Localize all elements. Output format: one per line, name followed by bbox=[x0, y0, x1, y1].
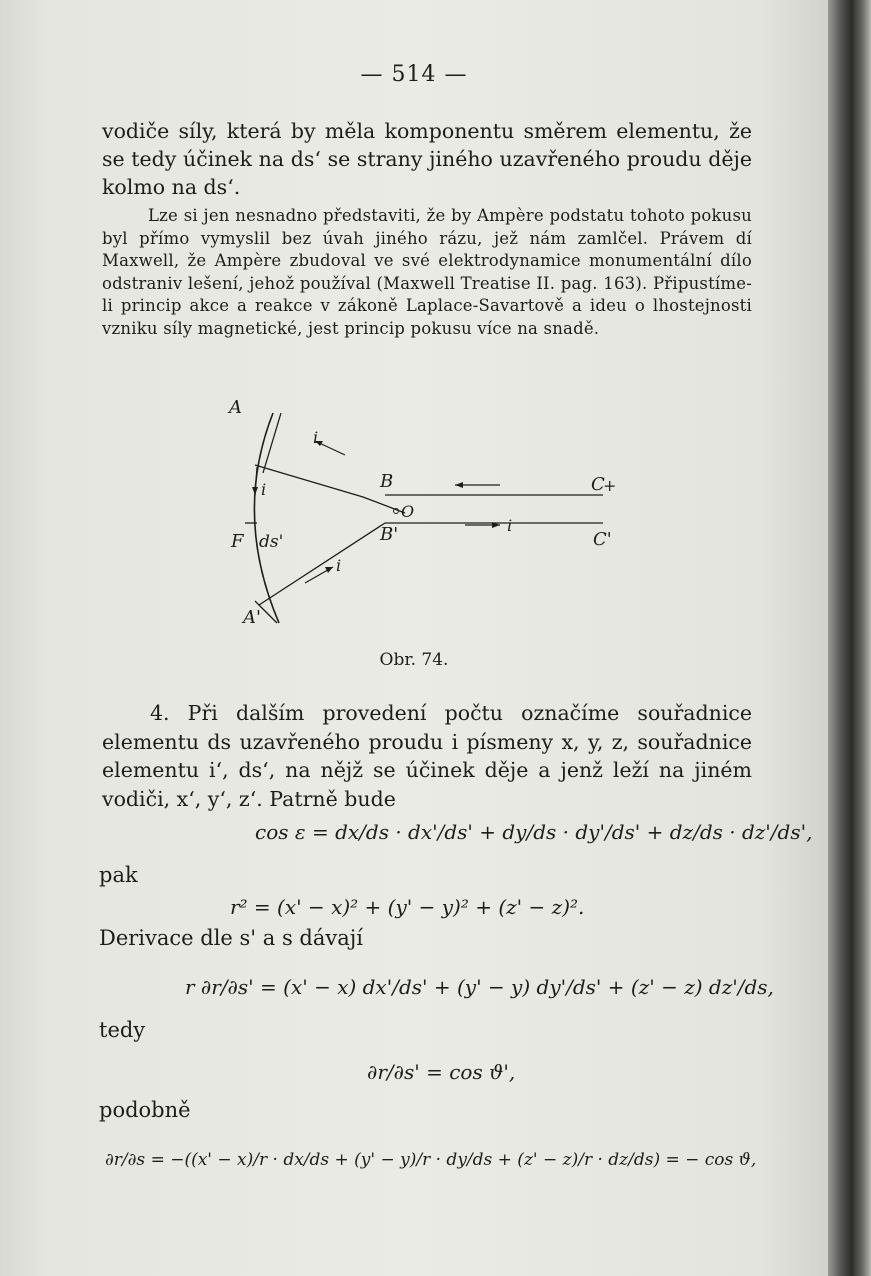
paragraph-1: vodiče síly, která by měla komponentu směrem elementu, že se tedy účinek na ds‘ se strany jiného uzavřeného proudu děje kolmo na ds‘. bbox=[102, 119, 752, 199]
label-i-right: i bbox=[507, 516, 513, 535]
equation-dr-ds-prime: ∂r/∂s' = cos ϑ', bbox=[367, 1060, 516, 1084]
label-C-prime: C' bbox=[593, 529, 612, 550]
paragraph-2: Lze si jen nesnadno představiti, že by Ampère podstatu tohoto pokusu byl přímo vymyslil bez úvah jiného rázu, jež nám zamlčel. Právem dí Maxwell, že Ampère zbudoval ve své elektrodynamice monumentální dílo odstraniv lešení, jehož používal (Maxwell Treatise II. pag. 163). Připustíme-li princip akce a reakce v zákoně Laplace-Savartově a ideu o lhostejnosti vzniku síly magnetické, jest princip pokusu více na snadě. bbox=[102, 206, 752, 338]
label-i-arc: i bbox=[261, 480, 267, 499]
equation-dr-ds: ∂r/∂s = −((x' − x)/r · dx/ds + (y' − y)/r · dy/ds + (z' − z)/r · dz/ds) = − cos ϑ, bbox=[105, 1150, 757, 1170]
label-i-upper: i bbox=[313, 428, 319, 447]
equation-r-squared: r² = (x' − x)² + (y' − y)² + (z' − z)². bbox=[230, 895, 585, 919]
figure-74 bbox=[215, 395, 635, 635]
equation-cos-epsilon: cos ε = dx/ds · dx'/ds' + dy/ds · dy'/ds' + dz/ds · dz'/ds', bbox=[255, 820, 813, 844]
arrow-left-upper bbox=[315, 441, 345, 455]
word-derivace: Derivace dle s' a s dávají bbox=[99, 926, 363, 950]
line-A bbox=[263, 413, 281, 473]
word-tedy: tedy bbox=[99, 1018, 146, 1042]
label-i-lower: i bbox=[336, 556, 342, 575]
arrow-lower bbox=[305, 567, 333, 583]
label-F: F bbox=[231, 531, 244, 552]
word-pak: pak bbox=[99, 863, 138, 887]
current-arc bbox=[254, 413, 279, 623]
label-ds-prime: ds' bbox=[259, 532, 284, 552]
label-A: A bbox=[229, 397, 242, 418]
label-O: O bbox=[401, 502, 415, 521]
arrow-down-arc bbox=[252, 467, 258, 495]
label-B-prime: B' bbox=[380, 524, 399, 545]
label-plus: + bbox=[603, 476, 617, 495]
figure-caption: Obr. 74. bbox=[379, 650, 449, 670]
equation-r-dr-ds-prime: r ∂r/∂s' = (x' − x) dx'/ds' + (y' − y) dy'/ds' + (z' − z) dz'/ds, bbox=[185, 975, 774, 999]
page-number: — 514 — bbox=[360, 62, 468, 87]
label-C: C bbox=[591, 474, 605, 495]
arrow-left-conductor bbox=[455, 482, 500, 488]
paragraph-3: 4. Při dalším provedení počtu označíme souřadnice elementu ds uzavřeného proudu i písmeny x, y, z, souřadnice elementu i‘, ds‘, na nějž se účinek děje a jenž leží na jiném vodiči, x‘, y‘, z‘. Patrně bude bbox=[102, 701, 752, 811]
word-podobne: podobně bbox=[99, 1098, 191, 1122]
book-spine-shadow bbox=[828, 0, 871, 1276]
label-A-prime: A' bbox=[243, 607, 261, 628]
label-B: B bbox=[380, 471, 394, 492]
